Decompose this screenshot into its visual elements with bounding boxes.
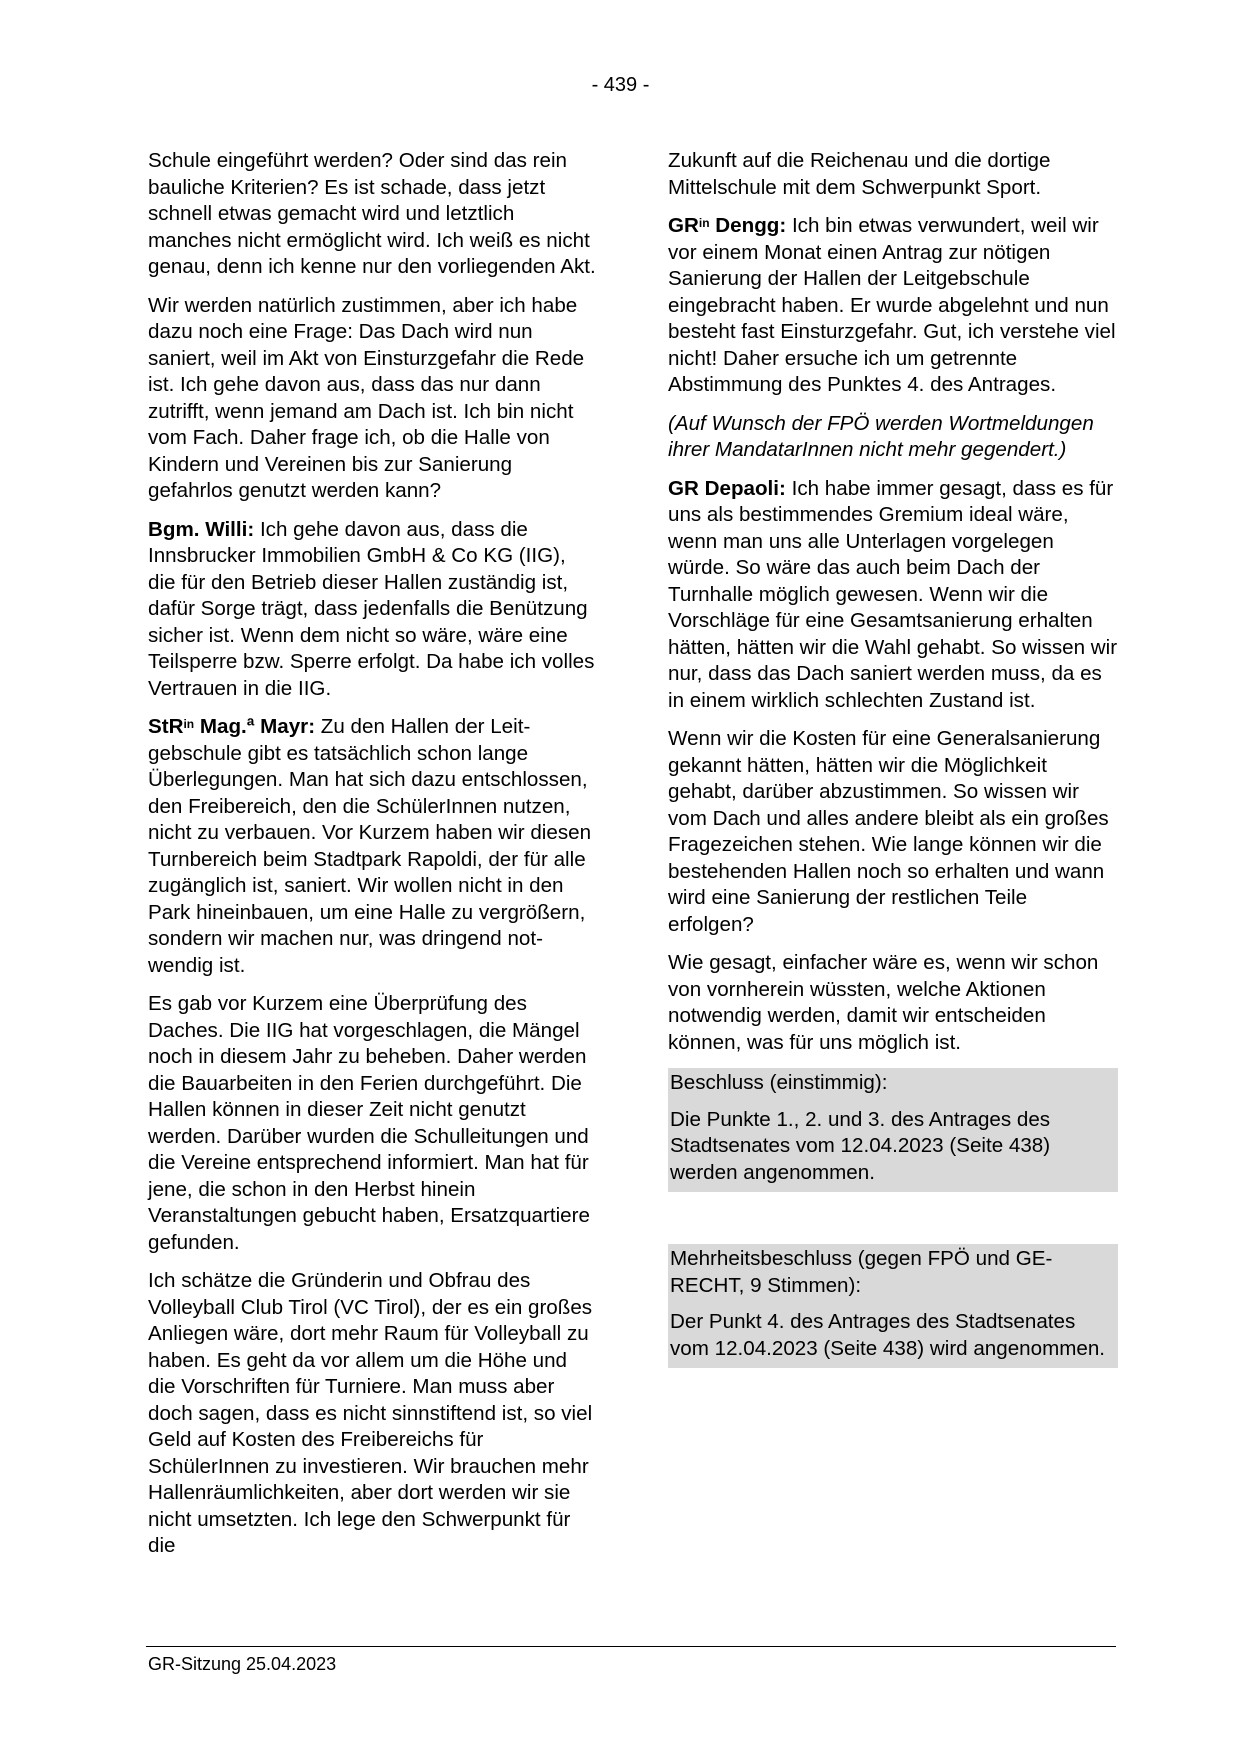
resolution-text: Der Punkt 4. des Antrages des Stadtsenates vom 12.04.2023 (Seite 438) wird angenommen. [670, 1310, 1106, 1360]
speech-text: Zu den Hallen der Leitgebschule gibt es tatsächlich schon lange Überlegungen. Man hat sich dazu entschlossen, den Freibereich, den die SchülerInnen nutzen, nicht zu verbauen. Vor Kurzem haben wir diesen Turnbereich beim Stadtpark Rapoldi, der für alle zugänglich ist, saniert. Wir wollen nicht in den Park hineinbauen, um eine Halle zu vergrößern, sondern wir machen nur, was dringend notwendig ist. [148, 715, 592, 977]
footer-text: GR-Sitzung 25.04.2023 [148, 1654, 337, 1674]
resolution-text: Die Punkte 1., 2. und 3. des Antrages des Stadtsenates vom 12.04.2023 (Seite 438) werden angenommen. [670, 1107, 1051, 1184]
paragraph [148, 714, 598, 979]
resolution-box-unanimous [668, 1068, 1118, 1192]
paragraph: Zukunft auf die Reichenau und die dortige Mittelschule mit dem Schwerpunkt Sport. [668, 149, 1051, 199]
paragraph [148, 517, 598, 703]
footer-divider [146, 1646, 1116, 1647]
speaker-name: GR Depaoli: [668, 476, 786, 500]
speech-text: Ich bin etwas verwundert, weil wir vor einem Monat einen Antrag zur nötigen Sanierung der Hallen der Leitgebschule eingebracht haben. Er wurde abgelehnt und nun besteht fast Einsturzgefahr. Gut, ich verstehe viel nicht! Daher ersuche ich um getrennte Abstimmung des Punktes 4. des Antrages. [668, 214, 1116, 396]
speaker-name: $GR^{in}$ Dengg: [668, 214, 787, 237]
paragraph: Es gab vor Kurzem eine Überprüfung des Daches. Die IIG hat vorgeschlagen, die Mängel noch in diesem Jahr zu beheben. Daher werden die Bauarbeiten in den Ferien durchgeführt. Die Hallen können in dieser Zeit nicht genutzt werden. Darüber wurden die Schulleitungen und die Vereine entsprechend informiert. Man hat für jene, die schon in den Herbst hinein Veranstaltungen gebucht haben, Ersatzquartiere gefunden. [148, 992, 590, 1254]
paragraph [668, 213, 1118, 399]
editorial-note: (Auf Wunsch der FPÖ werden Wortmeldungen ihrer MandatarInnen nicht mehr gegendert.) [668, 411, 1094, 461]
paragraph: Ich schätze die Gründerin und Obfrau des Volleyball Club Tirol (VC Tirol), der es ein großes Anliegen wäre, dort mehr Raum für Volleyball zu haben. Es geht da vor allem um die Höhe und die Vorschriften für Turniere. Man muss aber doch sagen, dass es nicht sinnstiftend ist, so viel Geld auf Kosten des Freibereichs für SchülerInnen zu investieren. Wir brauchen mehr Hallenräumlichkeiten, aber dort werden wir sie nicht umsetzten. Ich lege den Schwerpunkt für die [148, 1269, 593, 1557]
paragraph: Schule eingeführt werden? Oder sind das rein bauliche Kriterien? Es ist schade, dass jetzt schnell etwas gemacht wird und letztlich manches nicht ermöglicht wird. Ich weiß es nicht genau, denn ich kenne nur den vorliegenden Akt. [148, 149, 596, 278]
speech-text: Ich gehe davon aus, dass die Innsbrucker Immobilien GmbH & Co KG (IIG), die für den Betrieb dieser Hallen zuständig ist, dafür Sorge trägt, dass jedenfalls die Benützung sicher ist. Wenn dem nicht so wäre, wäre eine Teilsperre bzw. Sperre erfolgt. Da habe ich volles Vertrauen in die IIG. [148, 517, 595, 700]
page-number: - 439 - [591, 74, 650, 96]
resolution-heading: Mehrheitsbeschluss (gegen FPÖ und GERECHT, 9 Stimmen): [670, 1247, 1053, 1297]
speaker-name: StR$^{in}$ Mag.ª Mayr: [148, 715, 316, 738]
resolution-heading: Beschluss (einstimmig): [670, 1071, 888, 1094]
left-column [148, 148, 598, 1572]
speaker-name: Bgm. Willi: [148, 517, 255, 541]
paragraph: Wir werden natürlich zustimmen, aber ich habe dazu noch eine Frage: Das Dach wird nun saniert, weil im Akt von Einsturzgefahr die Rede ist. Ich gehe davon aus, dass das nur dann zutrifft, wenn jemand am Dach ist. Ich bin nicht vom Fach. Daher frage ich, ob die Halle von Kindern und Vereinen bis zur Sanierung gefahrlos genutzt werden kann? [148, 293, 585, 502]
paragraph [668, 476, 1118, 715]
paragraph: Wie gesagt, einfacher wäre es, wenn wir schon von vornherein wüssten, welche Aktionen notwendig werden, damit wir entscheiden können, was für uns möglich ist. [668, 951, 1099, 1054]
resolution-box-majority [668, 1244, 1118, 1368]
paragraph: Wenn wir die Kosten für eine Generalsanierung gekannt hätten, hätten wir die Möglichkeit gehabt, darüber abzustimmen. So wissen wir vom Dach und alles andere bleibt als ein großes Fragezeichen stehen. Wie lange können wir die bestehenden Hallen noch so erhalten und wann wird eine Sanierung der restlichen Teile erfolgen? [668, 727, 1109, 936]
right-column [668, 148, 1118, 1368]
speech-text: Ich habe immer gesagt, dass es für uns als bestimmendes Gremium ideal wäre, wenn man uns alle Unterlagen vorgelegen würde. So wäre das auch beim Dach der Turnhalle möglich gewesen. Wenn wir die Vorschläge für eine Gesamtsanierung erhalten hätten, hätten wir die Wahl gehabt. So wissen wir nur, dass das Dach saniert werden muss, da es in einem wirklich schlechten Zustand ist. [668, 476, 1118, 712]
